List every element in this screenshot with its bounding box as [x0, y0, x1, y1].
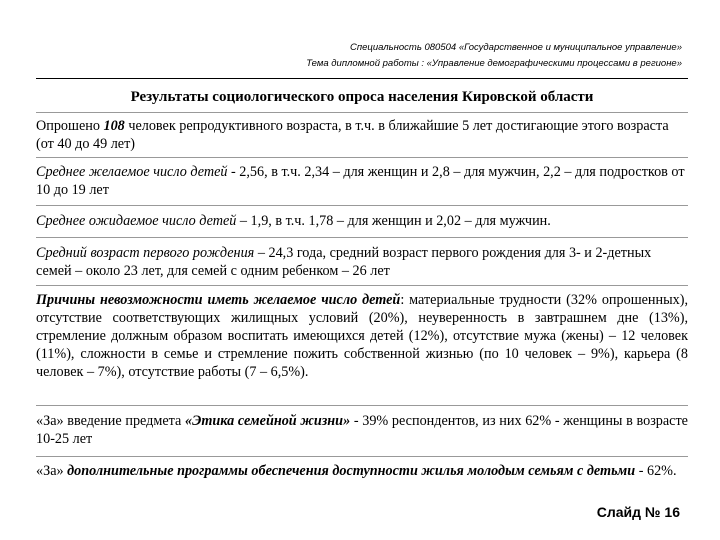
specialty-line: Специальность 080504 «Государственное и муниципальное управление» [350, 42, 682, 53]
ethics-subject-paragraph: «За» введение предмета «Этика семейной жизни» - 39% респондентов, из них 62% - женщины в возрасте 10-25 лет [36, 413, 688, 447]
divider [36, 205, 688, 206]
divider [36, 456, 688, 457]
expected-children-paragraph: Среднее ожидаемое число детей – 1,9, в т.ч. 1,78 – для женщин и 2,02 – для мужчин. [36, 213, 551, 229]
divider [36, 285, 688, 286]
housing-programs-paragraph: «За» дополнительные программы обеспечения доступности жилья молодым семьям с детьми - 62%. [36, 463, 677, 479]
reasons-term: Причины невозможности иметь желаемое число детей [36, 292, 401, 308]
respondents-paragraph: Опрошено 108 человек репродуктивного возраста, в т.ч. в ближайшие 5 лет достигающие этого возраста (от 40 до 49 лет) [36, 118, 669, 152]
divider [36, 405, 688, 406]
desired-children-term: Среднее желаемое число детей [36, 164, 228, 180]
slide-number: Слайд № 16 [596, 504, 680, 520]
header-divider [36, 78, 688, 79]
first-birth-age-paragraph: Средний возраст первого рождения – 24,3 года, средний возраст первого рождения для 3- и 2-детных семей – около 23 лет, для семей с одним ребенком – 26 лет [36, 245, 652, 279]
divider [36, 237, 688, 238]
housing-programs-term: дополнительные программы обеспечения доступности жилья молодым семьям с детьми [67, 463, 636, 479]
divider [36, 112, 688, 113]
divider [36, 157, 688, 158]
first-birth-age-term: Средний возраст первого рождения [36, 245, 255, 261]
reasons-paragraph: Причины невозможности иметь желаемое число детей: материальные трудности (32% опрошенных), отсутствие соответствующих жилищных условий (20%), неуверенность в завтрашнем дне (13%), стремление должным образом воспитать имеющихся детей (12%), отсутствие мужа (жены) – 12 человек (11%), сложности в семье и стремление пожить собственной жизнью (по 10 человек – 9%), карьера (8 человек – 7%), отсутствие работы (7 – 6,5%). [36, 292, 688, 380]
ethics-subject-term: «Этика семейной жизни» [185, 413, 351, 429]
desired-children-paragraph: Среднее желаемое число детей - 2,56, в т.ч. 2,34 – для женщин и 2,8 – для мужчин, 2,2 – для подростков от 10 до 19 лет [36, 164, 685, 198]
expected-children-term: Среднее ожидаемое число детей [36, 213, 237, 229]
respondents-count: 108 [103, 118, 125, 134]
slide-header [306, 40, 682, 72]
thesis-topic-line: Тема дипломной работы : «Управление демографическими процессами в регионе» [306, 58, 682, 69]
slide-title: Результаты социологического опроса населения Кировской области [130, 89, 594, 105]
